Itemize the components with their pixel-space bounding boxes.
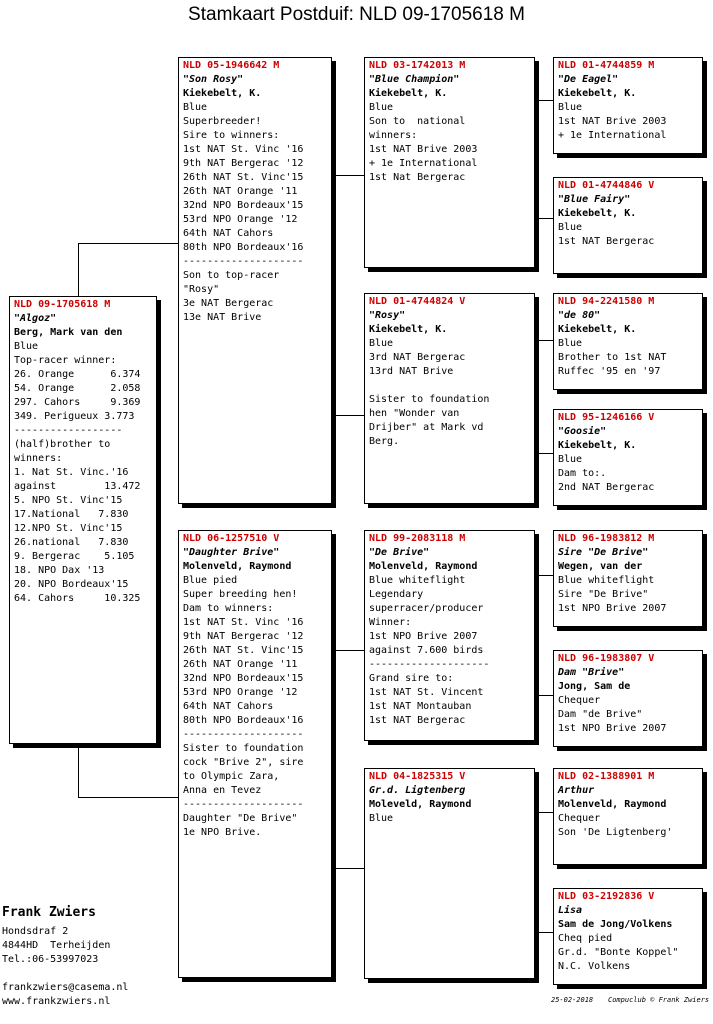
credit-text: Compuclub © Frank Zwiers (608, 996, 710, 1004)
pedigree-line: 12.NPO St. Vinc'15 (14, 523, 123, 534)
pedigree-line: 17.National 7.830 (14, 509, 129, 520)
pigeon-name: "Son Rosy" (183, 74, 244, 85)
pedigree-line: Winner: (369, 617, 412, 628)
pedigree-line: 9th NAT Bergerac '12 (183, 631, 304, 642)
ring-number: NLD 95-1246166 V (558, 412, 655, 423)
pedigree-line: Drijber" at Mark vd (369, 422, 484, 433)
connector-line (78, 243, 79, 297)
pedigree-line: 13rd NAT Brive (369, 366, 454, 377)
pedigree-line: -------------------- (369, 659, 490, 670)
pedigree-line: to Olympic Zara, (183, 771, 280, 782)
print-date: 25-02-2018 (551, 996, 594, 1004)
pedigree-line: 18. NPO Dax '13 (14, 565, 105, 576)
pedigree-line: Grand sire to: (369, 673, 454, 684)
connector-line (336, 650, 364, 651)
pedigree-line: Sister to foundation (183, 743, 304, 754)
pedigree-line: Gr.d. "Bonte Koppel" (558, 947, 679, 958)
pedigree-line: Blue (369, 102, 394, 113)
pedigree-line: Chequer (558, 813, 601, 824)
page-title: Stamkaart Postduif: NLD 09-1705618 M (188, 4, 525, 25)
pedigree-line: ------------------ (14, 425, 123, 436)
pedigree-line: 1st NAT St. Vinc '16 (183, 144, 304, 155)
pedigree-line: Dam "de Brive" (558, 709, 643, 720)
pedigree-line: 64th NAT Cahors (183, 701, 274, 712)
ring-number: NLD 06-1257510 V (183, 533, 280, 544)
pedigree-line: Dam to winners: (183, 603, 274, 614)
pigeon-name: "Goosie" (558, 426, 607, 437)
pigeon-card-sire-sire (364, 57, 535, 268)
pedigree-line: Blue (558, 102, 583, 113)
breeder-city: 4844HD Terheijden (2, 940, 111, 951)
breeder-address: Hondsdraf 2 (2, 926, 69, 937)
pedigree-line: Super breeding hen! (183, 589, 298, 600)
pedigree-line: 2nd NAT Bergerac (558, 482, 655, 493)
pigeon-card-dam-sire (364, 530, 535, 741)
pedigree-line: 53rd NPO Orange '12 (183, 687, 298, 698)
pedigree-line: Sister to foundation (369, 394, 490, 405)
pedigree-line: 54. Orange 2.058 (14, 383, 141, 394)
pigeon-name: Sire "De Brive" (558, 547, 649, 558)
pedigree-line: Son 'De Ligtenberg' (558, 827, 673, 838)
breeder-website[interactable]: www.frankzwiers.nl (2, 996, 111, 1007)
pedigree-line: Chequer (558, 695, 601, 706)
pedigree-line: Son to top-racer (183, 270, 280, 281)
connector-line (539, 218, 553, 219)
pedigree-line: N.C. Volkens (558, 961, 631, 972)
pedigree-line: Berg. (369, 436, 400, 447)
pedigree-line: (half)brother to (14, 439, 111, 450)
pedigree-line: 32nd NPO Bordeaux'15 (183, 673, 304, 684)
connector-line (539, 575, 553, 576)
pigeon-owner: Kiekebelt, K. (558, 440, 637, 451)
ring-number: NLD 03-2192836 V (558, 891, 655, 902)
pigeon-owner: Kiekebelt, K. (558, 208, 637, 219)
ring-number: NLD 02-1388901 M (558, 771, 655, 782)
pedigree-line: Blue (369, 813, 394, 824)
pedigree-line: Sire "De Brive" (558, 589, 649, 600)
pigeon-card-gg-2 (553, 177, 703, 274)
ring-number: NLD 01-4744846 V (558, 180, 655, 191)
pedigree-line: "Rosy" (183, 284, 220, 295)
pigeon-owner: Moleveld, Raymond (369, 799, 472, 810)
pedigree-line: 26th NAT Orange '11 (183, 186, 298, 197)
pedigree-line: 1st NAT St. Vincent (369, 687, 484, 698)
pedigree-line: Dam to:. (558, 468, 607, 479)
connector-line (539, 695, 553, 696)
pedigree-line: superracer/producer (369, 603, 484, 614)
connector-line (336, 868, 364, 869)
pedigree-line: Blue (558, 222, 583, 233)
pedigree-line: -------------------- (183, 256, 304, 267)
pedigree-line: 53rd NPO Orange '12 (183, 214, 298, 225)
pigeon-card-gg-4 (553, 409, 703, 506)
pedigree-line: 1st NPO Brive 2007 (558, 603, 667, 614)
pedigree-line: 26th NAT St. Vinc'15 (183, 172, 304, 183)
pedigree-line: Blue (14, 341, 39, 352)
pedigree-line: Blue (558, 454, 583, 465)
pedigree-line: 1st Nat Bergerac (369, 172, 466, 183)
pedigree-line: 26. Orange 6.374 (14, 369, 141, 380)
pedigree-line: Ruffec '95 en '97 (558, 366, 661, 377)
ring-number: NLD 96-1983807 V (558, 653, 655, 664)
pedigree-line: 80th NPO Bordeaux'16 (183, 715, 304, 726)
pedigree-line: 80th NPO Bordeaux'16 (183, 242, 304, 253)
pigeon-owner: Berg, Mark van den (14, 327, 123, 338)
pedigree-line: Blue pied (183, 575, 238, 586)
pedigree-line: -------------------- (183, 799, 304, 810)
pigeon-owner: Molenveld, Raymond (558, 799, 667, 810)
pedigree-line: Anna en Tevez (183, 785, 262, 796)
pedigree-line: 1st NAT Bergerac (558, 236, 655, 247)
pigeon-name: Dam "Brive" (558, 667, 625, 678)
ring-number: NLD 01-4744824 V (369, 296, 466, 307)
pedigree-line: Daughter "De Brive" (183, 813, 298, 824)
pigeon-name: "Rosy" (369, 310, 406, 321)
pedigree-line: 1st NAT St. Vinc '16 (183, 617, 304, 628)
pigeon-owner: Kiekebelt, K. (369, 88, 448, 99)
pigeon-name: "Blue Champion" (369, 74, 460, 85)
connector-line (539, 932, 553, 933)
pigeon-card-dam (178, 530, 332, 978)
pedigree-line: Son to national (369, 116, 466, 127)
pedigree-line: Legendary (369, 589, 424, 600)
pedigree-line: 1st NPO Brive 2007 (558, 723, 667, 734)
ring-number: NLD 05-1946642 M (183, 60, 280, 71)
pigeon-card-sire (178, 57, 332, 504)
breeder-phone: Tel.:06-53997023 (2, 954, 99, 965)
ring-number: NLD 09-1705618 M (14, 299, 111, 310)
connector-line (78, 243, 178, 244)
pigeon-name: "De Brive" (369, 547, 430, 558)
pigeon-owner: Molenveld, Raymond (183, 561, 292, 572)
pedigree-line: 13e NAT Brive (183, 312, 262, 323)
pedigree-line: cock "Brive 2", sire (183, 757, 304, 768)
pedigree-line: Top-racer winner: (14, 355, 117, 366)
pedigree-line: 20. NPO Bordeaux'15 (14, 579, 129, 590)
connector-line (539, 100, 553, 101)
pigeon-card-gg-8 (553, 888, 703, 985)
pedigree-line: against 13.472 (14, 481, 141, 492)
pigeon-owner: Kiekebelt, K. (558, 88, 637, 99)
ring-number: NLD 04-1825315 V (369, 771, 466, 782)
pigeon-owner: Kiekebelt, K. (369, 324, 448, 335)
pigeon-card-gg-1 (553, 57, 703, 154)
pedigree-line: 1. Nat St. Vinc.'16 (14, 467, 129, 478)
pigeon-card-subject (9, 296, 157, 744)
pedigree-line: 1st NAT Brive 2003 (558, 116, 667, 127)
pigeon-card-dam-dam (364, 768, 535, 979)
pedigree-line: Blue (558, 338, 583, 349)
pigeon-owner: Wegen, van der (558, 561, 643, 572)
pedigree-line: 349. Perigueux 3.773 (14, 411, 135, 422)
pedigree-line: winners: (369, 130, 418, 141)
connector-line (539, 812, 553, 813)
pedigree-line: 3e NAT Bergerac (183, 298, 274, 309)
pedigree-line: 1st NAT Montauban (369, 701, 472, 712)
pedigree-line: 64th NAT Cahors (183, 228, 274, 239)
ring-number: NLD 01-4744859 M (558, 60, 655, 71)
ring-number: NLD 03-1742013 M (369, 60, 466, 71)
pigeon-name: "de 80" (558, 310, 601, 321)
pedigree-line: + 1e International (369, 158, 478, 169)
pigeon-name: Lisa (558, 905, 583, 916)
pigeon-name: "Daughter Brive" (183, 547, 280, 558)
pigeon-card-gg-6 (553, 650, 703, 747)
pedigree-line: 1st NAT Bergerac (369, 715, 466, 726)
connector-line (336, 175, 364, 176)
pedigree-line: 26.national 7.830 (14, 537, 129, 548)
pigeon-owner: Molenveld, Raymond (369, 561, 478, 572)
pedigree-line: 9. Bergerac 5.105 (14, 551, 135, 562)
pedigree-line: -------------------- (183, 729, 304, 740)
pedigree-line: Blue whiteflight (369, 575, 466, 586)
pedigree-line: hen "Wonder van (369, 408, 460, 419)
ring-number: NLD 96-1983812 M (558, 533, 655, 544)
pedigree-line: 297. Cahors 9.369 (14, 397, 141, 408)
ring-number: NLD 99-2083118 M (369, 533, 466, 544)
pedigree-line: Superbreeder! (183, 116, 262, 127)
pedigree-line: Cheq pied (558, 933, 613, 944)
pigeon-owner: Sam de Jong/Volkens (558, 919, 673, 930)
pedigree-line: winners: (14, 453, 63, 464)
breeder-email[interactable]: frankzwiers@casema.nl (2, 982, 129, 993)
pedigree-line: Sire to winners: (183, 130, 280, 141)
pedigree-line: 9th NAT Bergerac '12 (183, 158, 304, 169)
pigeon-owner: Kiekebelt, K. (558, 324, 637, 335)
pedigree-line: + 1e International (558, 130, 667, 141)
pigeon-name: "Algoz" (14, 313, 57, 324)
pigeon-name: "Blue Fairy" (558, 194, 631, 205)
pedigree-line: 32nd NPO Bordeaux'15 (183, 200, 304, 211)
pedigree-line: 1st NPO Brive 2007 (369, 631, 478, 642)
connector-line (336, 415, 364, 416)
pedigree-line: against 7.600 birds (369, 645, 484, 656)
pigeon-card-gg-5 (553, 530, 703, 627)
pedigree-line (369, 379, 530, 393)
pedigree-line: 5. NPO St. Vinc'15 (14, 495, 123, 506)
pedigree-line: 1st NAT Brive 2003 (369, 144, 478, 155)
connector-line (539, 340, 553, 341)
pigeon-card-gg-3 (553, 293, 703, 390)
pedigree-line: Blue whiteflight (558, 575, 655, 586)
pedigree-line: Blue (183, 102, 208, 113)
pedigree-line: Brother to 1st NAT (558, 352, 667, 363)
pigeon-owner: Jong, Sam de (558, 681, 631, 692)
pigeon-name: Gr.d. Ligtenberg (369, 785, 466, 796)
pedigree-line: Blue (369, 338, 394, 349)
pedigree-line: 26th NAT Orange '11 (183, 659, 298, 670)
ring-number: NLD 94-2241580 M (558, 296, 655, 307)
breeder-name: Frank Zwiers (2, 905, 96, 920)
pigeon-name: "De Eagel" (558, 74, 619, 85)
pedigree-line: 64. Cahors 10.325 (14, 593, 141, 604)
pedigree-line: 26th NAT St. Vinc'15 (183, 645, 304, 656)
connector-line (539, 453, 553, 454)
pedigree-line: 3rd NAT Bergerac (369, 352, 466, 363)
pigeon-card-gg-7 (553, 768, 703, 865)
pigeon-owner: Kiekebelt, K. (183, 88, 262, 99)
pigeon-card-sire-dam (364, 293, 535, 504)
connector-line (78, 748, 79, 798)
pedigree-line: 1e NPO Brive. (183, 827, 262, 838)
connector-line (78, 797, 178, 798)
pigeon-name: Arthur (558, 785, 595, 796)
